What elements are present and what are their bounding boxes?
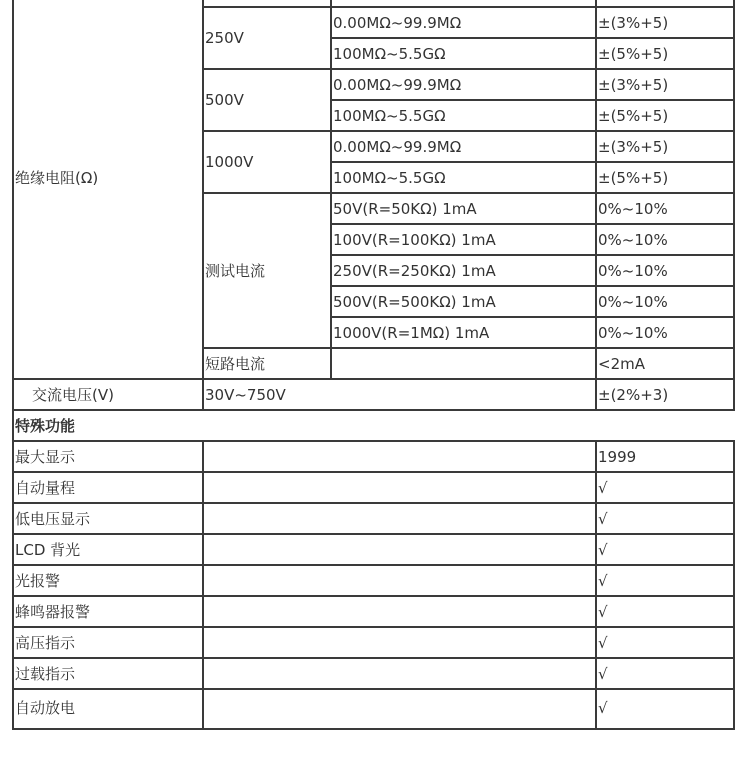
table-row [13, 472, 734, 503]
value-cell: 0%~10% [596, 286, 734, 317]
value-cell: <2mA [596, 348, 734, 379]
feature-name: 自动量程 [13, 472, 203, 503]
value-cell: 0%~10% [596, 317, 734, 348]
range-cell: 0.00MΩ~99.9MΩ [331, 131, 596, 162]
value-cell: 0%~10% [596, 255, 734, 286]
table-row [13, 379, 734, 410]
condition-cell: 50V(R=50KΩ) 1mA [331, 193, 596, 224]
feature-value: √ [596, 565, 734, 596]
range-cell: 0.00MΩ~99.9MΩ [331, 69, 596, 100]
feature-name: LCD 背光 [13, 534, 203, 565]
feature-value: √ [596, 596, 734, 627]
range-cell: 100MΩ~5.5GΩ [331, 162, 596, 193]
value-cell: 0%~10% [596, 224, 734, 255]
accuracy-cell: ±(5%+5) [596, 100, 734, 131]
table-row [13, 0, 734, 7]
table-row [13, 410, 734, 441]
accuracy-cell: ±(3%+5) [596, 7, 734, 38]
feature-value: √ [596, 627, 734, 658]
test-current-label: 测试电流 [203, 193, 331, 348]
insulation-resistance-label: 绝缘电阻(Ω) [13, 0, 203, 379]
feature-name: 过载指示 [13, 658, 203, 689]
ac-voltage-label: 交流电压(V) [13, 379, 203, 410]
feature-name: 最大显示 [13, 441, 203, 472]
feature-value: √ [596, 689, 734, 729]
range-cell: 100MΩ~5.5GΩ [331, 38, 596, 69]
feature-name: 高压指示 [13, 627, 203, 658]
condition-cell: 100V(R=100KΩ) 1mA [331, 224, 596, 255]
accuracy-cell: ±(3%+5) [596, 69, 734, 100]
range-cell: 0.00MΩ~99.9MΩ [331, 7, 596, 38]
table-row [13, 565, 734, 596]
table-row [13, 627, 734, 658]
condition-cell: 250V(R=250KΩ) 1mA [331, 255, 596, 286]
condition-cell: 1000V(R=1MΩ) 1mA [331, 317, 596, 348]
short-current-label: 短路电流 [203, 348, 331, 379]
condition-cell: 500V(R=500KΩ) 1mA [331, 286, 596, 317]
ac-voltage-range: 30V~750V [203, 379, 596, 410]
feature-name: 光报警 [13, 565, 203, 596]
table-row [13, 503, 734, 534]
feature-value: √ [596, 503, 734, 534]
accuracy-cell: ±(5%+5) [596, 162, 734, 193]
table-row [13, 596, 734, 627]
table-row [13, 689, 734, 729]
accuracy-cell: ±(2%+3) [596, 379, 734, 410]
feature-name: 自动放电 [13, 689, 203, 729]
feature-value: √ [596, 658, 734, 689]
feature-value: 1999 [596, 441, 734, 472]
feature-name: 低电压显示 [13, 503, 203, 534]
voltage-cell: 500V [203, 69, 331, 131]
value-cell: 0%~10% [596, 193, 734, 224]
table-row [13, 658, 734, 689]
feature-value: √ [596, 534, 734, 565]
accuracy-cell: ±(3%+5) [596, 131, 734, 162]
range-cell: 100MΩ~5.5GΩ [331, 100, 596, 131]
voltage-cell: 250V [203, 7, 331, 69]
feature-name: 蜂鸣器报警 [13, 596, 203, 627]
accuracy-cell: ±(5%+5) [596, 38, 734, 69]
section-title: 特殊功能 [13, 410, 734, 441]
spec-table [12, 0, 735, 730]
accuracy-cell [596, 0, 734, 7]
voltage-cell: 1000V [203, 131, 331, 193]
table-row [13, 534, 734, 565]
table-row [13, 441, 734, 472]
feature-value: √ [596, 472, 734, 503]
